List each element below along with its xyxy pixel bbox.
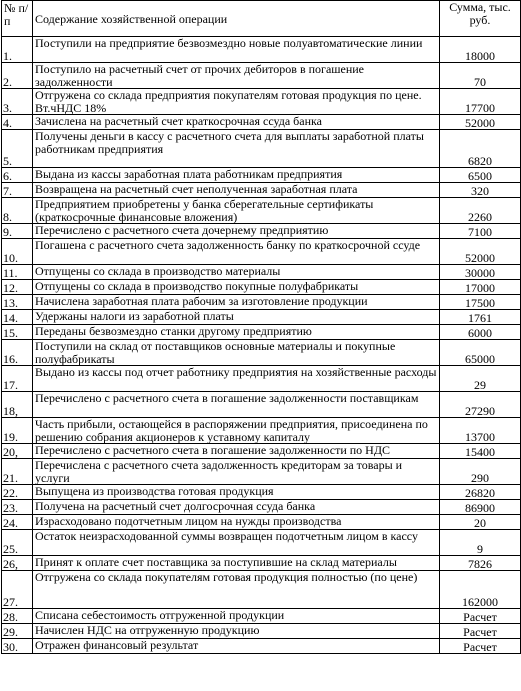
row-sum: 30000	[440, 265, 521, 280]
row-description: Начислена заработная плата рабочим за изготовление продукции	[33, 295, 440, 310]
row-description: Отгружена со склада покупателям готовая продукция полностью (по цене)	[33, 571, 440, 609]
row-description: Выдано из кассы под отчет работнику предприятия на хозяйственные расходы	[33, 366, 440, 392]
row-description: Начислен НДС на отгруженную продукцию	[33, 624, 440, 639]
row-sum: 52000	[440, 115, 521, 130]
row-number: 4.	[2, 115, 33, 130]
row-description: Переданы безвозмездно станки другому предприятию	[33, 325, 440, 340]
header-description: Содержание хозяйственной операции	[33, 1, 440, 37]
operations-table	[1, 0, 521, 654]
row-sum: 7100	[440, 224, 521, 239]
row-number: 12.	[2, 280, 33, 295]
row-number: 28.	[2, 609, 33, 624]
row-description: Получены деньги в кассу с расчетного счета для выплаты заработной платы работникам предприятия	[33, 130, 440, 168]
row-sum: 52000	[440, 239, 521, 265]
row-sum: 86900	[440, 500, 521, 515]
table-row	[2, 340, 521, 366]
row-sum: 6820	[440, 130, 521, 168]
row-description: Остаток неизрасходованной суммы возвращен подотчетным лицом в кассу	[33, 530, 440, 556]
table-row	[2, 89, 521, 115]
table-row	[2, 130, 521, 168]
table-row	[2, 485, 521, 500]
row-description: Отпущены со склада в производство покупные полуфабрикаты	[33, 280, 440, 295]
table-row	[2, 37, 521, 63]
row-number: 27.	[2, 571, 33, 609]
row-sum: 9	[440, 530, 521, 556]
row-description: Зачислена на расчетный счет краткосрочная ссуда банка	[33, 115, 440, 130]
table-row	[2, 459, 521, 485]
row-description: Часть прибыли, остающейся в распоряжении предприятия, присоединена по решению собрания акционеров к уставному капиталу	[33, 418, 440, 444]
row-sum: 162000	[440, 571, 521, 609]
row-number: 2.	[2, 63, 33, 89]
row-sum: 320	[440, 183, 521, 198]
row-description: Погашена с расчетного счета задолженность банку по краткосрочной ссуде	[33, 239, 440, 265]
table-row	[2, 515, 521, 530]
row-description: Получена на расчетный счет долгосрочная ссуда банка	[33, 500, 440, 515]
table-row	[2, 444, 521, 459]
row-description: Принят к оплате счет поставщика за поступившие на склад материалы	[33, 556, 440, 571]
row-number: 18,	[2, 392, 33, 418]
row-number: 15.	[2, 325, 33, 340]
table-header-row	[2, 1, 521, 37]
table-row	[2, 500, 521, 515]
table-row	[2, 556, 521, 571]
row-number: 29.	[2, 624, 33, 639]
row-description: Предприятием приобретены у банка сберегательные сертификаты (краткосрочные финансовые вложения)	[33, 198, 440, 224]
row-sum: 18000	[440, 37, 521, 63]
row-number: 19.	[2, 418, 33, 444]
table-row	[2, 239, 521, 265]
table-row	[2, 392, 521, 418]
row-number: 11.	[2, 265, 33, 280]
table-row	[2, 265, 521, 280]
row-number: 16.	[2, 340, 33, 366]
row-description: Поступили на склад от поставщиков основные материалы и покупные полуфабрикаты	[33, 340, 440, 366]
row-number: 6.	[2, 168, 33, 183]
table-row	[2, 115, 521, 130]
row-number: 5.	[2, 130, 33, 168]
row-number: 25.	[2, 530, 33, 556]
row-number: 24.	[2, 515, 33, 530]
row-description: Выпущена из производства готовая продукция	[33, 485, 440, 500]
row-number: 23.	[2, 500, 33, 515]
row-number: 7.	[2, 183, 33, 198]
row-description: Перечислено с расчетного счета дочернему предприятию	[33, 224, 440, 239]
row-description: Перечислено с расчетного счета в погашение задолженности поставщикам	[33, 392, 440, 418]
table-row	[2, 280, 521, 295]
row-sum: 26820	[440, 485, 521, 500]
table-row	[2, 624, 521, 639]
row-sum: 20	[440, 515, 521, 530]
row-number: 14.	[2, 310, 33, 325]
row-description: Списана себестоимость отгруженной продукции	[33, 609, 440, 624]
row-description: Перечислено с расчетного счета в погашение задолженности по НДС	[33, 444, 440, 459]
table-row	[2, 366, 521, 392]
table-row	[2, 639, 521, 654]
row-sum: 27290	[440, 392, 521, 418]
row-number: 17.	[2, 366, 33, 392]
row-description: Израсходовано подотчетным лицом на нужды производства	[33, 515, 440, 530]
row-sum: 6500	[440, 168, 521, 183]
table-row	[2, 224, 521, 239]
row-description: Удержаны налоги из заработной платы	[33, 310, 440, 325]
row-number: 22.	[2, 485, 33, 500]
table-row	[2, 183, 521, 198]
table-row	[2, 63, 521, 89]
row-number: 3.	[2, 89, 33, 115]
row-description: Поступили на предприятие безвозмездно новые полуавтоматические линии	[33, 37, 440, 63]
row-number: 9.	[2, 224, 33, 239]
table-row	[2, 168, 521, 183]
table-row	[2, 198, 521, 224]
row-number: 1.	[2, 37, 33, 63]
header-num: № п/п	[2, 1, 33, 37]
table-row	[2, 418, 521, 444]
row-sum: 290	[440, 459, 521, 485]
row-sum: 1761	[440, 310, 521, 325]
row-description: Перечислена с расчетного счета задолженность кредиторам за товары и услуги	[33, 459, 440, 485]
row-number: 21.	[2, 459, 33, 485]
table-row	[2, 609, 521, 624]
row-number: 8.	[2, 198, 33, 224]
table-row	[2, 571, 521, 609]
row-number: 10.	[2, 239, 33, 265]
row-sum: 13700	[440, 418, 521, 444]
row-sum: 15400	[440, 444, 521, 459]
row-sum: 6000	[440, 325, 521, 340]
row-sum: 65000	[440, 340, 521, 366]
row-sum: 29	[440, 366, 521, 392]
row-number: 13.	[2, 295, 33, 310]
row-sum: Расчет	[440, 639, 521, 654]
row-number: 20,	[2, 444, 33, 459]
row-sum: Расчет	[440, 624, 521, 639]
row-description: Отпущены со склада в производство материалы	[33, 265, 440, 280]
header-sum: Сумма, тыс. руб.	[440, 1, 521, 37]
row-sum: 17500	[440, 295, 521, 310]
row-sum: 2260	[440, 198, 521, 224]
row-sum: 7826	[440, 556, 521, 571]
row-description: Отгружена со склада предприятия покупателям готовая продукция по цене. Вт.чНДС 18%	[33, 89, 440, 115]
table-row	[2, 295, 521, 310]
row-sum: 17000	[440, 280, 521, 295]
row-number: 30.	[2, 639, 33, 654]
row-description: Возвращена на расчетный счет неполученная заработная плата	[33, 183, 440, 198]
row-description: Отражен финансовый результат	[33, 639, 440, 654]
row-description: Поступило на расчетный счет от прочих дебиторов в погашение задолженности	[33, 63, 440, 89]
table-row	[2, 310, 521, 325]
table-row	[2, 325, 521, 340]
row-sum: 70	[440, 63, 521, 89]
row-description: Выдана из кассы заработная плата работникам предприятия	[33, 168, 440, 183]
row-number: 26,	[2, 556, 33, 571]
row-sum: 17700	[440, 89, 521, 115]
table-row	[2, 530, 521, 556]
row-sum: Расчет	[440, 609, 521, 624]
